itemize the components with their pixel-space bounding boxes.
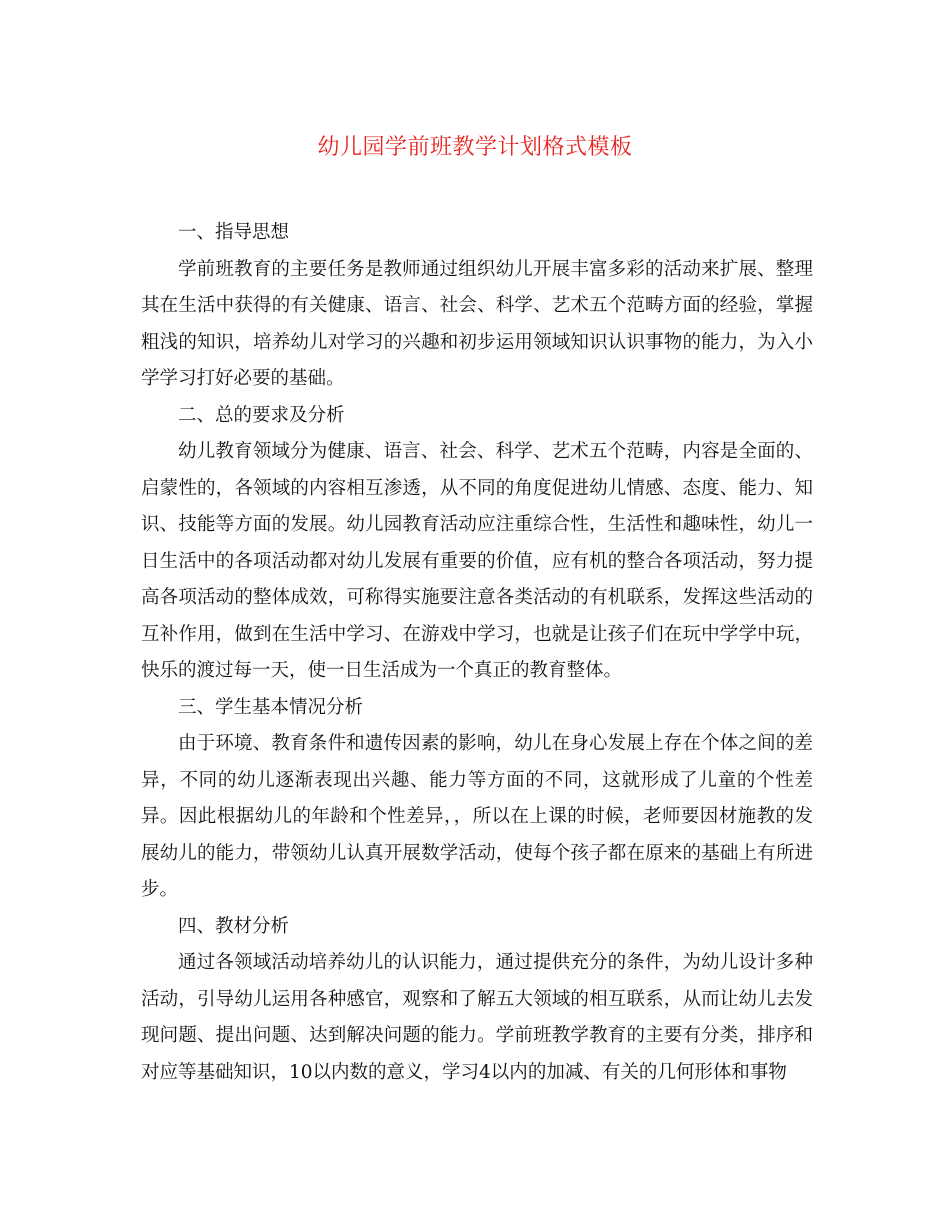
section-paragraph-general-requirements: 幼儿教育领域分为健康、语言、社会、科学、艺术五个范畴，内容是全面的、启蒙性的，各领域的内容相互渗透，从不同的角度促进幼儿情感、态度、能力、知识、技能等方面的发展。幼儿园教育活动应注重综合性，生活性和趣味性，幼儿一日生活中的各项活动都对幼儿发展有重要的价值，应有机的整合各项活动，努力提高各项活动的整体成效，可称得实施要注意各类活动的有机联系，发挥这些活动的互补作用，做到在生活中学习、在游戏中学习，也就是让孩子们在玩中学学中玩，快乐的渡过每一天，使一日生活成为一个真正的教育整体。 <box>141 441 813 681</box>
section-paragraph-student-analysis: 由于环境、教育条件和遗传因素的影响，幼儿在身心发展上存在个体之间的差异，不同的幼儿逐渐表现出兴趣、能力等方面的不同，这就形成了儿童的个性差异。因此根据幼儿的年龄和个性差异，，所以在上课的时候，老师要因材施教的发展幼儿的能力，带领幼儿认真开展数学活动，使每个孩子都在原来的基础上有所进步。 <box>141 733 813 900</box>
section-heading-student-analysis: 三、学生基本情况分析 <box>178 696 364 718</box>
section-heading-textbook-analysis: 四、教材分析 <box>178 915 290 937</box>
section-paragraph-guiding-thought: 学前班教育的主要任务是教师通过组织幼儿开展丰富多彩的活动来扩展、整理其在生活中获得的有关健康、语言、社会、科学、艺术五个范畴方面的经验，掌握粗浅的知识，培养幼儿对学习的兴趣和初步运用领域知识认识事物的能力，为入小学学习打好必要的基础。 <box>141 258 813 389</box>
document-body <box>141 215 813 1091</box>
section-heading-general-requirements: 二、总的要求及分析 <box>178 404 345 426</box>
section-heading-guiding-thought: 一、指导思想 <box>178 222 290 243</box>
section-paragraph-textbook-analysis: 通过各领域活动培养幼儿的认识能力，通过提供充分的条件，为幼儿设计多种活动，引导幼儿运用各种感官，观察和了解五大领域的相互联系，从而让幼儿去发现问题、提出问题、达到解决问题的能力。学前班教学教育的主要有分类，排序和对应等基础知识，10以内数的意义，学习4以内的加减、有关的几何形体和事物 <box>141 952 813 1083</box>
document-title: 幼儿园学前班教学计划格式模板 <box>317 135 633 160</box>
